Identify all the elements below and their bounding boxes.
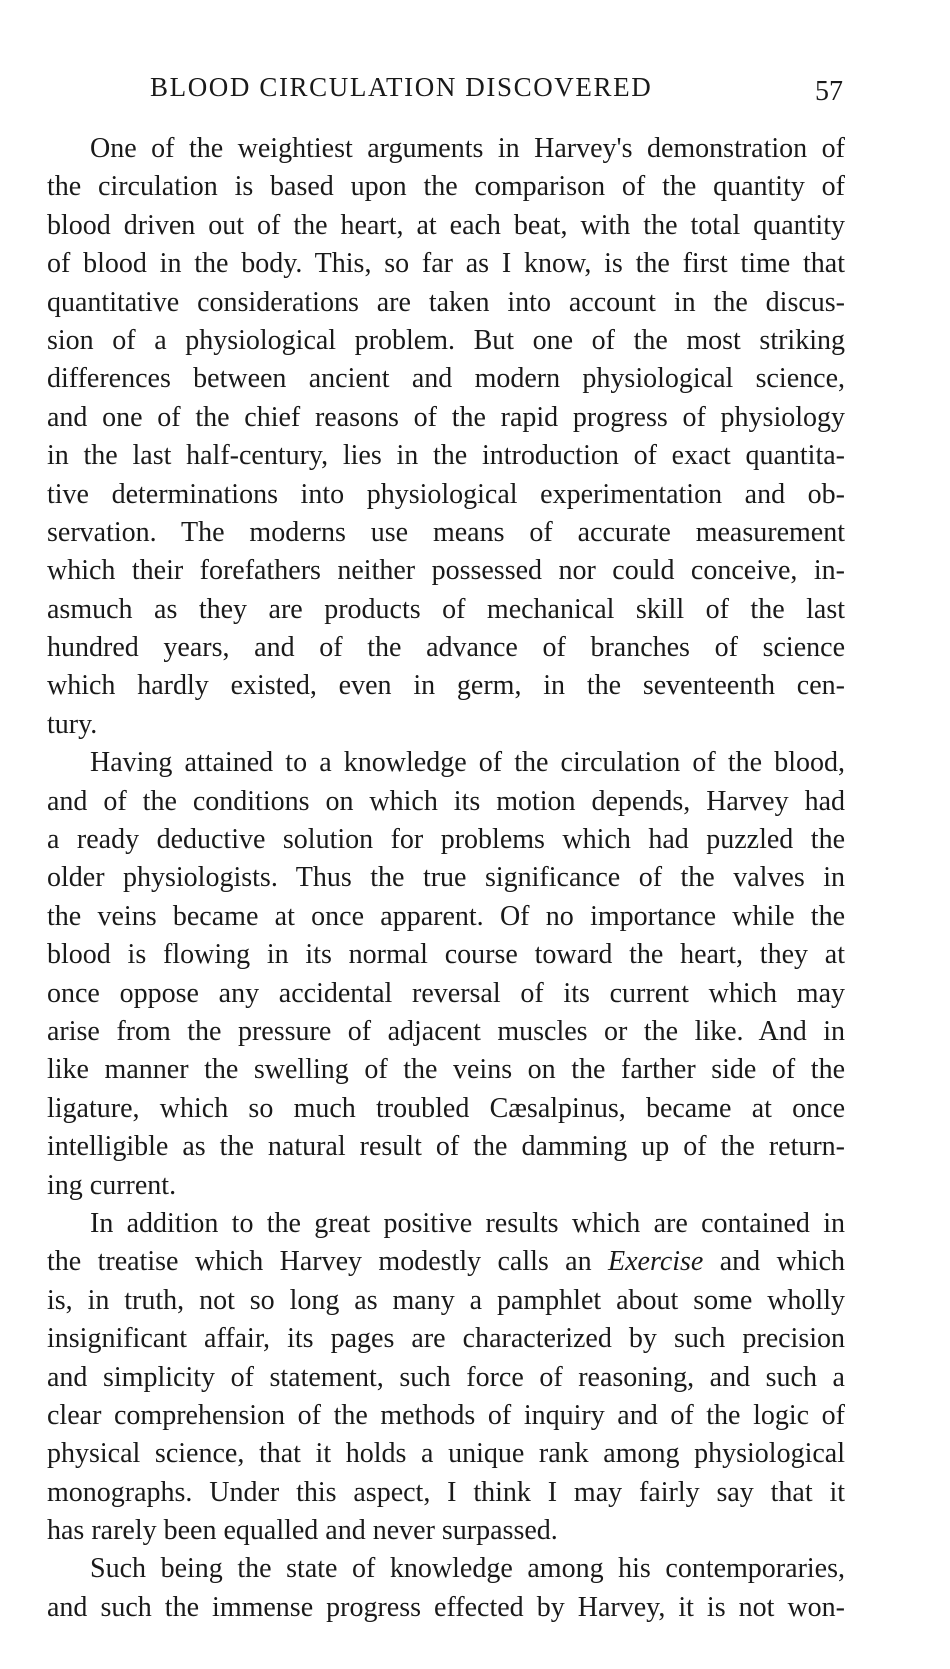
text-line: In addition to the great positive results which are contained in	[90, 1207, 845, 1239]
text-line: has rarely been equalled and never surpassed.	[47, 1515, 558, 1547]
text-line: the veins became at once apparent. Of no importance while the	[47, 900, 845, 932]
italic-title: Exercise	[608, 1246, 704, 1278]
text-line: older physiologists. Thus the true significance of the valves in	[47, 862, 845, 894]
text-line: the circulation is based upon the comparison of the quantity of	[47, 171, 845, 203]
text-line: ligature, which so much troubled Cæsalpinus, became at once	[47, 1092, 845, 1124]
text-segment: and which	[703, 1246, 845, 1278]
text-line: tury.	[47, 708, 98, 740]
text-line: and simplicity of statement, such force of reasoning, and such a	[47, 1361, 845, 1393]
text-line: hundred years, and of the advance of branches of science	[47, 632, 845, 664]
text-line: like manner the swelling of the veins on the farther side of the	[47, 1054, 845, 1086]
text-line: and of the conditions on which its motion depends, Harvey had	[47, 785, 845, 817]
text-line: tive determinations into physiological experimentation and ob-	[47, 478, 845, 510]
text-line: physical science, that it holds a unique rank among physiological	[47, 1438, 845, 1470]
text-line: arise from the pressure of adjacent muscles or the like. And in	[47, 1015, 845, 1047]
text-line: blood is flowing in its normal course toward the heart, they at	[47, 939, 845, 971]
text-line: Such being the state of knowledge among his contemporaries,	[90, 1553, 845, 1585]
running-head-title: BLOOD CIRCULATION DISCOVERED	[150, 72, 653, 102]
text-segment: the treatise which Harvey modestly calls an	[47, 1246, 608, 1278]
text-line: is, in truth, not so long as many a pamphlet about some wholly	[47, 1284, 845, 1316]
text-line: monographs. Under this aspect, I think I may fairly say that it	[47, 1476, 845, 1508]
text-line: and one of the chief reasons of the rapid progress of physiology	[47, 401, 845, 433]
text-line: intelligible as the natural result of the damming up of the return-	[47, 1131, 845, 1163]
text-line: clear comprehension of the methods of inquiry and of the logic of	[47, 1399, 845, 1431]
text-line: which their forefathers neither possessed nor could conceive, in-	[47, 555, 845, 587]
text-line: ing current.	[47, 1169, 177, 1201]
text-line: which hardly existed, even in germ, in the seventeenth cen-	[47, 670, 845, 702]
text-line: differences between ancient and modern physiological science,	[47, 363, 845, 395]
text-line: servation. The moderns use means of accurate measurement	[47, 516, 845, 548]
text-line: quantitative considerations are taken into account in the discus-	[47, 286, 845, 318]
text-line: blood driven out of the heart, at each beat, with the total quantity	[47, 209, 845, 241]
text-line: a ready deductive solution for problems which had puzzled the	[47, 824, 845, 856]
text-line: sion of a physiological problem. But one of the most striking	[47, 324, 845, 356]
body-text	[47, 130, 845, 1627]
text-line: and such the immense progress effected by Harvey, it is not won-	[47, 1591, 845, 1623]
text-line	[47, 1243, 845, 1281]
text-line: asmuch as they are products of mechanical skill of the last	[47, 593, 845, 625]
text-line: once oppose any accidental reversal of its current which may	[47, 977, 845, 1009]
page-number: 57	[815, 76, 843, 107]
text-line: in the last half-century, lies in the introduction of exact quantita-	[47, 440, 845, 472]
text-line: insignificant affair, its pages are characterized by such precision	[47, 1323, 845, 1355]
text-line: Having attained to a knowledge of the circulation of the blood,	[90, 747, 845, 779]
text-line: of blood in the body. This, so far as I know, is the first time that	[47, 248, 845, 280]
text-line: One of the weightiest arguments in Harvey's demonstration of	[90, 133, 845, 164]
